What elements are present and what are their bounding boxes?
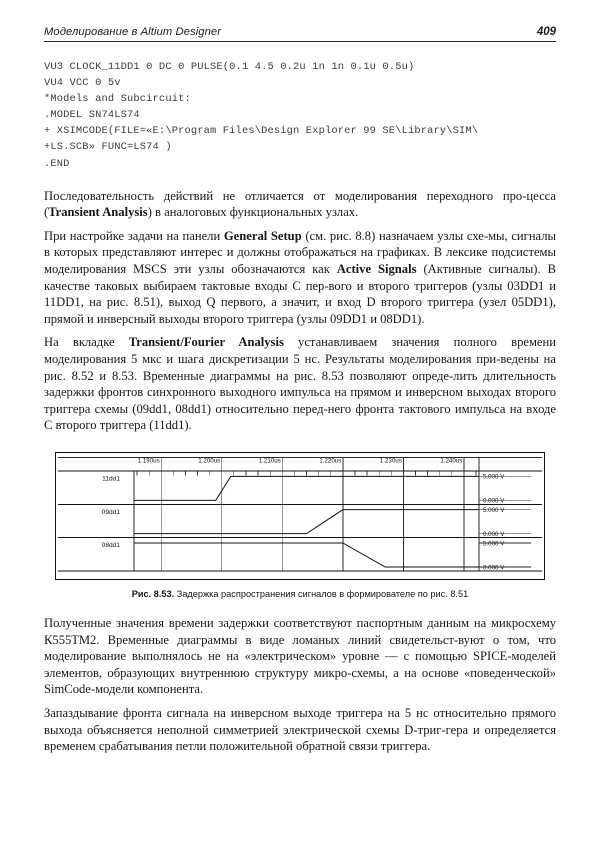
- paragraph-text: На вкладке: [44, 335, 129, 350]
- paragraph-text: При настройке задачи на панели: [44, 228, 224, 243]
- waveform-svg: [58, 455, 542, 577]
- body-text-top: [44, 188, 556, 434]
- figure-caption-text: Задержка распространения сигналов в формирователе по рис. 8.51: [174, 588, 469, 599]
- oscilloscope-plot-inner: [58, 455, 542, 577]
- figure-caption: [44, 589, 556, 599]
- emphasis-text: Transient Analysis: [48, 205, 148, 220]
- voltage-label-high: 5.000 V: [483, 540, 505, 548]
- paragraph: [44, 705, 556, 755]
- signal-label: 08dd1: [101, 542, 120, 550]
- figure-caption-number: Рис. 8.53.: [131, 588, 175, 599]
- x-tick-label: 1.210us: [258, 457, 281, 465]
- code-listing: [44, 59, 556, 172]
- x-tick-label: 1.240us: [440, 457, 463, 465]
- voltage-label-low: 0.000 V: [483, 531, 505, 539]
- voltage-label-low: 0.000 V: [483, 564, 505, 572]
- waveform-trace-08dd1: [134, 543, 479, 567]
- code-line: .END: [44, 157, 70, 170]
- code-line: VU3 CLOCK_11DD1 0 DC 0 PULSE(0.1 4.5 0.2u 1n 1n 0.1u 0.5u): [44, 61, 415, 73]
- x-tick-label: 1.200us: [198, 457, 221, 465]
- voltage-label-low: 0.000 V: [483, 497, 505, 505]
- paragraph-text: Полученные значения времени задержки соответствуют паспортным данным на микросхему К555ТМ2. Временные диаграммы в виде ломаных линий свидетельст-вуют о том, что моделирование выполнялось не на «электрическом» уровне — с помощью SPICE-моделей элементов, образующих внутреннюю структуру микро-схемы, а на основе «поведенческой» SimCode-модели компонента.: [44, 615, 556, 697]
- code-line: +LS.SCB» FUNC=LS74 ): [44, 141, 172, 154]
- oscilloscope-plot: [55, 452, 545, 580]
- paragraph-text: (Активные сигналы). В качестве таковых выбираем тактовые входы С пер-вого и второго триггеров (узлы 03DD1 и 11DD1, на рис. 8.51), выход Q первого, а значит, и вход D второго триггера (узел 05DD1), прямой и инверсный выходы второго триггера (узлы 09DD1 и 08DD1).: [44, 262, 556, 326]
- paragraph: [44, 188, 556, 221]
- signal-label: 09dd1: [101, 508, 120, 516]
- paragraph: [44, 228, 556, 328]
- paragraph-text: устанавливаем значения полного времени моделирования 5 мкс и шага дискретизации 5 нс. Результаты моделирования при-ведены на рис. 8.52 и 8.53. Временные диаграммы на рис. 8.53 позволяют опреде-лить длительность задержки фронтов синхронного выходного импульса на прямом и инверсном выходах второго триггера схемы (09dd1, 08dd1) относительно перед-него фронта тактового импульса на входе С второго триггера (11dd1).: [44, 335, 556, 433]
- code-line: VU4 VCC 0 5v: [44, 77, 121, 90]
- emphasis-text: Transient/Fourier Analysis: [128, 335, 284, 350]
- waveform-trace-11dd1: [134, 476, 479, 500]
- emphasis-text: Active Signals: [336, 262, 417, 277]
- page-number: 409: [536, 26, 556, 38]
- paragraph: [44, 334, 556, 434]
- code-line: *Models and Subcircuit:: [44, 93, 191, 106]
- waveform-trace-09dd1: [134, 510, 479, 534]
- paragraph-text: Последовательность действий не отличается от моделирования переходного про-цесса (: [44, 188, 556, 220]
- paragraph-text: ) в аналоговых функциональных узлах.: [147, 205, 359, 220]
- x-tick-label: 1.230us: [379, 457, 402, 465]
- code-line: + XSIMCODE(FILE=«E:\Program Files\Design Explorer 99 SE\Library\SIM\: [44, 125, 479, 138]
- voltage-label-high: 5.000 V: [483, 473, 505, 481]
- signal-label: 11dd1: [102, 475, 120, 483]
- paragraph: [44, 615, 556, 698]
- paragraph-text: (см. рис. 8.8) назначаем узлы схе-мы, сигналы в которых представляют интерес и должны отображаться на графиках. В лексике подсистемы моделирования MSCS эти узлы обозначаются как: [44, 228, 557, 277]
- voltage-label-high: 5.000 V: [483, 507, 505, 515]
- x-tick-label: 1.220us: [319, 457, 342, 465]
- running-head: [44, 26, 556, 42]
- x-tick-label: 1.190us: [137, 457, 160, 465]
- paragraph-text: Запаздывание фронта сигнала на инверсном выходе триггера на 5 нс относительно прямого выхода объясняется неполной симметрией электрической схемы D-триг-гера и определяется временем срабатывания петли положительной обратной связи триггера.: [44, 705, 556, 754]
- running-head-title: Моделирование в Altium Designer: [44, 26, 222, 38]
- figure-waveform: [44, 452, 556, 599]
- emphasis-text: General Setup: [223, 228, 302, 243]
- code-line: .MODEL SN74LS74: [44, 109, 140, 122]
- body-text-bottom: [44, 615, 556, 755]
